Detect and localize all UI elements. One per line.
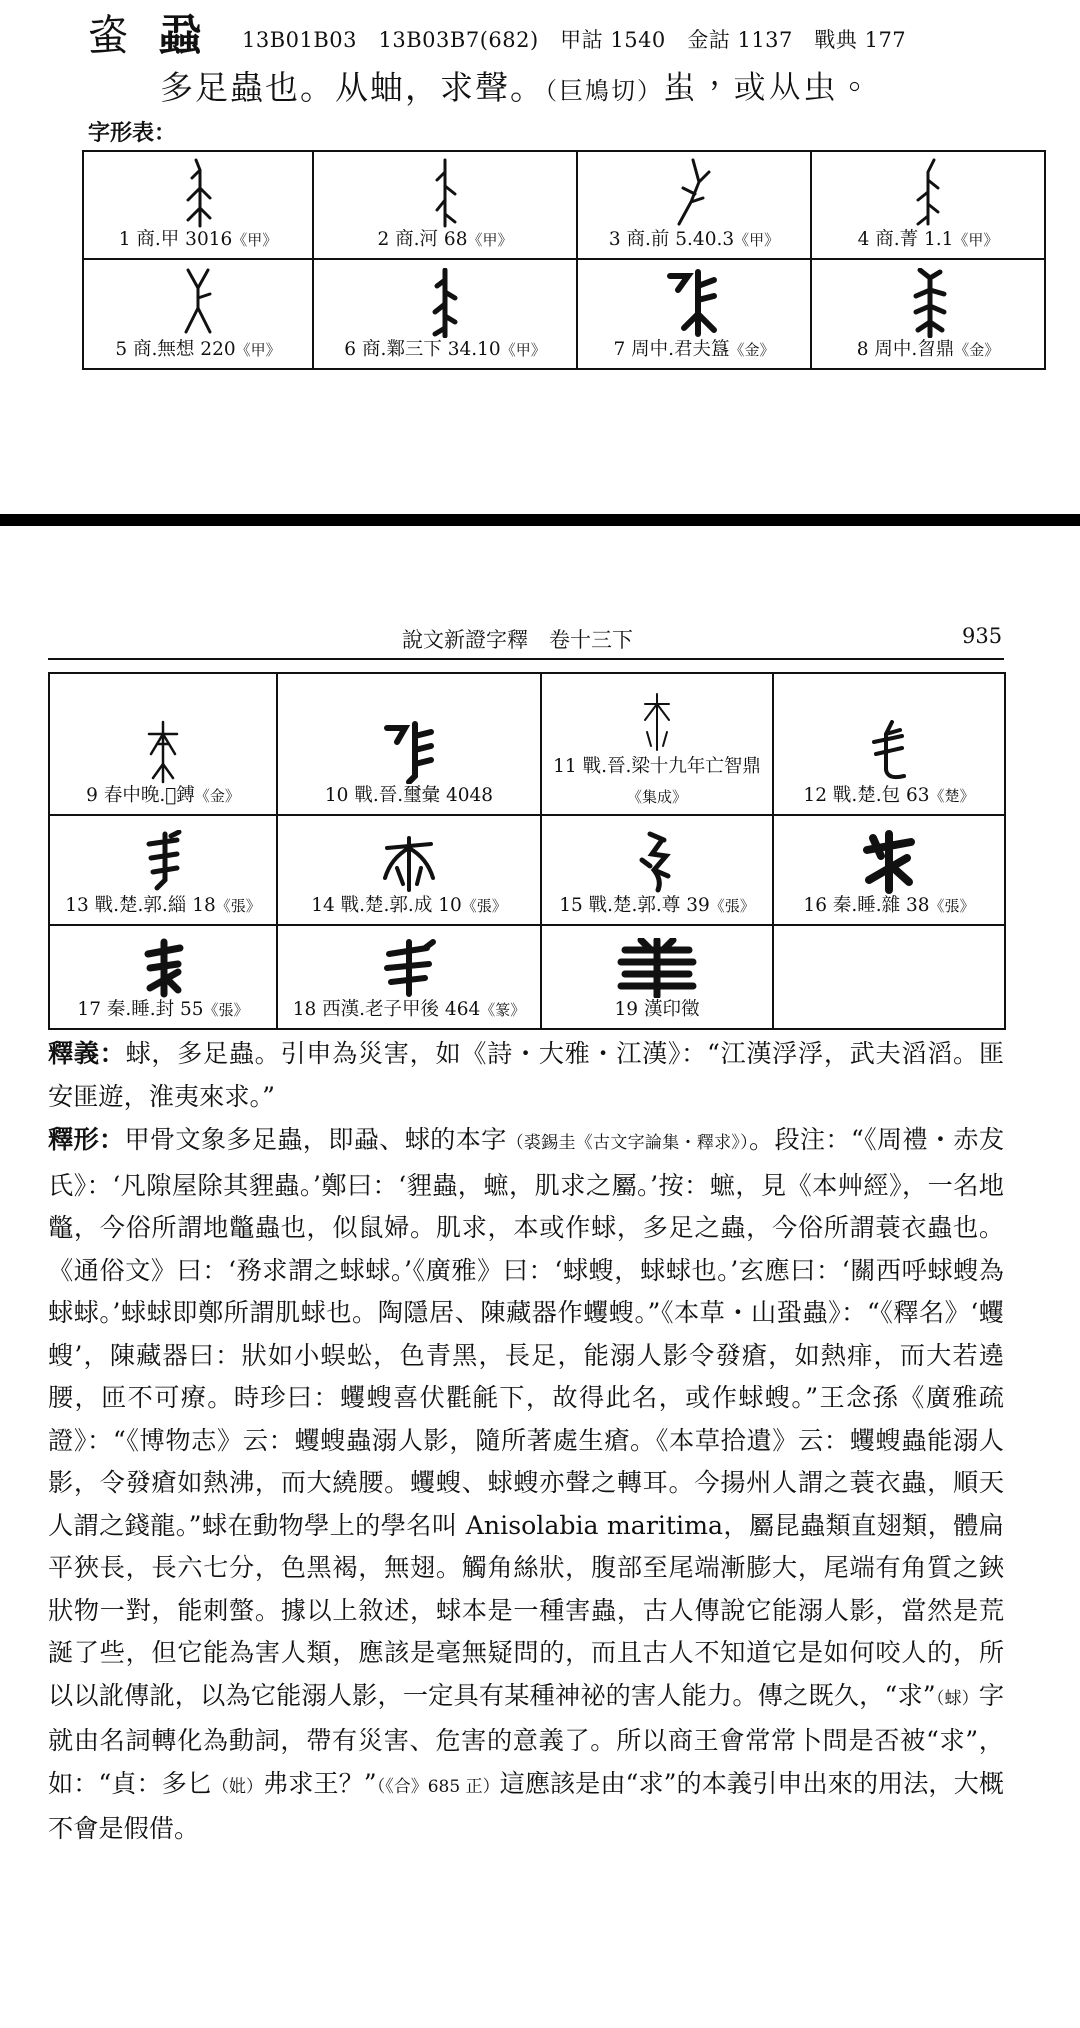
variant-character: 𧈪	[663, 68, 698, 107]
glyph-cell	[811, 259, 1045, 369]
shixing-text: 字就由名詞轉化為動詞，帶有災害、危害的意義了。所以商王會常常卜問是否被“求”，如：“貞：多匕	[48, 1680, 1004, 1798]
glyph-row	[83, 259, 1045, 369]
han-glyph-image	[379, 938, 439, 998]
shixing-text: 這應該是由“求”的本義引申出來的用法，大概不會是假借。	[48, 1768, 1004, 1843]
glyph-cell	[49, 925, 277, 1029]
glyph-cell	[577, 151, 811, 259]
shixing-paragraph	[48, 1118, 1004, 1851]
head-character: 蝨	[158, 10, 202, 61]
glyph-row	[49, 925, 1005, 1029]
chu-glyph-image	[141, 830, 185, 894]
glyph-caption: 6 商.鄴三下 34.10《甲》	[344, 339, 546, 360]
shiyi-paragraph	[48, 1032, 1004, 1118]
header-rule	[48, 658, 1004, 660]
shixing-note: （裘錫圭《古文字論集・釋求》）	[506, 1133, 749, 1153]
commentary	[48, 1032, 1004, 1851]
glyph-caption: 15 戰.楚.郭.尊 39《張》	[559, 895, 755, 916]
definition-tail: ，或从虫。	[698, 68, 873, 107]
glyph-table-2	[48, 672, 1006, 1030]
glyph-table-label: 字形表：	[88, 120, 177, 146]
shixing-text: 弗求王？”	[263, 1768, 377, 1798]
glyph-caption: 16 秦.睡.雜 38《張》	[803, 895, 975, 916]
oracle-glyph-image	[178, 158, 218, 228]
glyph-cell	[541, 815, 773, 925]
glyph-caption: 18 西漢.老子甲後 464《篆》	[292, 999, 526, 1020]
oracle-glyph-image	[906, 268, 950, 338]
reference-codes: 13B01B03 13B03B7(682) 甲詁 1540 金詁 1137 戰典 177	[242, 28, 907, 52]
shixing-note: （《合》685 正）	[376, 1776, 500, 1797]
glyph-caption: 7 周中.君夫簋《金》	[613, 339, 775, 360]
definition-main: 多足蟲也。从蚰，求聲。	[160, 68, 545, 107]
definition-fanqie: （巨鳩切）	[545, 77, 663, 105]
glyph-cell	[541, 673, 773, 815]
bronze-glyph-image	[637, 692, 677, 752]
glyph-caption: 9 春中晚.𨰼鎛《金》	[86, 785, 240, 806]
shiyi-text: 蛷，多足蟲。引申為災害，如《詩・大雅・江漢》：“江漢浮浮，武夫滔滔。匪安匪遊，淮夷來求。”	[48, 1039, 1005, 1111]
glyph-cell	[773, 815, 1005, 925]
glyph-cell	[277, 673, 541, 815]
glyph-caption: 10 戰.晉.璽彙 4048	[324, 785, 494, 806]
qin-glyph-image	[138, 938, 188, 998]
glyph-caption: 2 商.河 68《甲》	[377, 229, 513, 250]
oracle-glyph-image	[178, 268, 218, 338]
glyph-cell	[49, 815, 277, 925]
chu-glyph-image	[377, 834, 441, 894]
glyph-cell	[277, 925, 541, 1029]
shiyi-label: 釋義：	[48, 1038, 126, 1068]
seal-glyph-image	[379, 720, 439, 784]
glyph-cell	[313, 259, 577, 369]
glyph-caption: 3 商.前 5.40.3《甲》	[608, 229, 780, 250]
page-separator	[0, 514, 1080, 526]
running-head: 說文新證字釋 卷十三下	[402, 628, 633, 652]
shixing-label: 釋形：	[48, 1124, 125, 1154]
glyph-caption: 8 周中.曶鼎《金》	[856, 339, 1000, 360]
glyph-cell-empty	[773, 925, 1005, 1029]
glyph-cell	[577, 259, 811, 369]
glyph-cell	[313, 151, 577, 259]
glyph-caption: 12 戰.楚.包 63《楚》	[803, 785, 975, 806]
glyph-caption: 14 戰.楚.郭.成 10《張》	[311, 895, 507, 916]
shuowen-definition	[160, 62, 873, 109]
glyph-cell	[83, 259, 313, 369]
glyph-cell	[277, 815, 541, 925]
shixing-note: （妣）	[212, 1776, 264, 1797]
oracle-glyph-image	[425, 268, 465, 338]
oracle-glyph-image	[669, 158, 719, 228]
chu-glyph-image	[864, 720, 914, 784]
glyph-cell	[541, 925, 773, 1029]
qin-glyph-image	[859, 830, 919, 894]
glyph-caption: 4 商.菁 1.1《甲》	[857, 229, 999, 250]
glyph-cell	[83, 151, 313, 259]
glyph-row	[49, 815, 1005, 925]
oracle-glyph-image	[664, 268, 724, 338]
shixing-text: 甲骨文象多足蟲，即蝨、蛷的本字	[124, 1125, 507, 1154]
glyph-cell	[811, 151, 1045, 259]
bronze-glyph-image	[141, 720, 185, 784]
glyph-caption: 1 商.甲 3016《甲》	[118, 229, 278, 250]
han-seal-glyph-image	[617, 938, 697, 998]
seal-character: 𧊒	[86, 10, 130, 61]
page-number: 935	[962, 624, 1003, 648]
glyph-caption: 13 戰.楚.郭.緇 18《張》	[65, 895, 261, 916]
glyph-caption: 5 商.無想 220《甲》	[115, 339, 281, 360]
glyph-cell	[773, 673, 1005, 815]
glyph-table-1	[82, 150, 1046, 370]
oracle-glyph-image	[908, 158, 948, 228]
shixing-text: 。段注：“《周禮・赤犮氏》：‘凡隙屋除其貍蟲。’鄭曰：‘貍蟲，蟅，肌求之屬。’按：蟅，見《本艸經》，一名地鼈，今俗所謂地鼈蟲也，似鼠婦。肌求，本或作蛷，多足之蟲，今俗所謂蓑衣蟲也。《通俗文》曰：‘務求謂之蛷蛷。’《廣雅》曰：‘蛷螋，蛷蛷也。’玄應曰：‘關西呼蛷螋為蛷蛷。’蛷蛷即鄭所謂肌蛷也。陶隱居、陳藏器作蠼螋。”《本草・山蛩蟲》：“《釋名》‘蠼螋’，陳藏器曰：狀如小蜈蚣，色青黑，長足，能溺人影令發瘡，如熱痱，而大若遶腰，匝不可療。時珍曰：蠼螋喜伏氍毹下，故得此名，或作蛷螋。”王念孫《廣雅疏證》：“《博物志》云：蠼螋蟲溺人影，隨所著處生瘡。《本草拾遺》云：蠼螋蟲能溺人影，令發瘡如熱沸，而大繞腰。蠼螋、蛷螋亦聲之轉耳。今揚州人謂之蓑衣蟲，順天人謂之錢龍。”蛷在動物學上的學名叫 Anisolabia maritima，屬昆蟲類直翅類，體扁平狹長，長六七分，色黑褐，無翅。觸角絲狀，腹部至尾端漸膨大，尾端有角質之鋏狀物一對，能刺螫。據以上敘述，蛷本是一種害蟲，古人傳說它能溺人影，當然是荒誕了些，但它能為害人類，應該是毫無疑問的，而且古人不知道它是如何咬人的，所以以訛傳訛，以為它能溺人影，一定具有某種神祕的害人能力。傳之既久，“求”	[48, 1125, 1005, 1710]
glyph-row	[83, 151, 1045, 259]
glyph-row	[49, 673, 1005, 815]
glyph-cell	[49, 673, 277, 815]
oracle-glyph-image	[425, 158, 465, 228]
shixing-note: （蛷）	[935, 1688, 979, 1709]
chu-glyph-image	[632, 830, 682, 894]
glyph-caption: 17 秦.睡.封 55《張》	[77, 999, 249, 1020]
glyph-caption: 19 漢印徵	[614, 999, 700, 1020]
glyph-caption: 11 戰.晉.梁十九年亡智鼎《集成》	[553, 756, 761, 806]
